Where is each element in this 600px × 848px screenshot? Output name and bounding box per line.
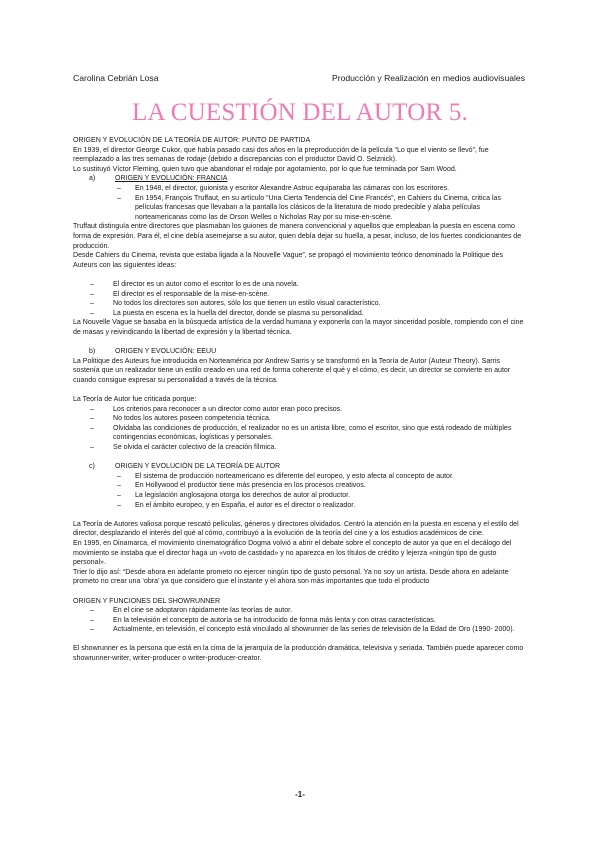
list-item: – Se olvida el carácter colectivo de la creación fílmica.: [73, 443, 528, 453]
intro-paragraph-1: En 1939, el director George Cukor, que había pasado casi dos años en la preproducción de la película “Lo que el viento se llevó”, fue reemplazado a las tres semanas de rodaje (debido a discrepancias con el productor David O. Selznick).: [73, 146, 489, 164]
list-item: – El director es el responsable de la mise-en-scène.: [73, 290, 528, 300]
intro-paragraph-2: Lo sustituyó Víctor Fleming, quien tuvo que abandonar el rodaje por agotamiento, por lo que fue terminada por Sam Wood.: [73, 165, 457, 173]
list-item: – No todos los autores poseen competencia técnica.: [73, 414, 528, 424]
section-a-label: a): [89, 175, 96, 183]
spacer: [73, 510, 528, 520]
spacer: [73, 270, 528, 280]
list-item: – La legislación anglosajona otorga los derechos de autor al productor.: [73, 491, 528, 501]
showrunner-heading: ORIGEN Y FUNCIONES DEL SHOWRUNNER: [73, 597, 221, 605]
list-item: – En 1948, el director, guionista y escritor Alexandre Astruc equiparaba las cámaras con los escritores.: [73, 184, 528, 194]
spacer: [73, 635, 528, 645]
spacer: [73, 385, 528, 395]
spacer: [73, 337, 528, 347]
section-c-paragraph-2: En 1995, en Dinamarca, el movimiento cinematográfico Dogma volvió a abrir el debate sobre el concepto de autor ya que en el decálogo del movimiento se instaba que el director haga un «voto de castidad» y no aparezca en los títulos de crédito y lejerza «ningún tipo de gusto personal».: [73, 539, 512, 567]
list-item: – El director es un autor como el escritor lo es de una novela.: [73, 280, 528, 290]
section-b-title: ORIGEN Y EVOLUCIÓN: EEUU: [115, 348, 217, 356]
list-item: – Olvidaba las condiciones de producción, el realizador no es un artista libre, como el escritor, sino que está rodeado de múltiples contingencias económicas, logísticas y personales.: [73, 424, 528, 443]
section-c-list: [73, 472, 528, 510]
list-item: – En el cine se adoptaron rápidamente las teorías de autor.: [73, 606, 528, 616]
section-a-list: [73, 184, 528, 222]
section-c-title: ORIGEN Y EVOLUCIÓN DE LA TEORÍA DE AUTOR: [115, 463, 281, 471]
section-a-title: ORIGEN Y EVOLUCIÓN: FRANCIA: [115, 175, 228, 183]
list-item: – En el ámbito europeo, y en España, el autor es el director o realizador.: [73, 501, 528, 511]
list-item: – En Hollywood el productor tiene más presencia en los procesos creativos.: [73, 481, 528, 491]
list-item: – El sistema de producción norteamericano es diferente del europeo, y esto afecta al concepto de autor.: [73, 472, 528, 482]
section-c-heading: [73, 462, 528, 472]
list-item: – En la televisión el concepto de autoría se ha introducido de forma más lenta y con otras características.: [73, 616, 528, 626]
header-course: Producción y Realización en medios audiovisuales: [332, 73, 525, 83]
document-body: [73, 136, 528, 664]
section-b-label: b): [89, 348, 96, 356]
page-title: LA CUESTIÓN DEL AUTOR 5.: [131, 99, 469, 126]
critiques-list: [73, 405, 528, 453]
politique-ideas-list: [73, 280, 528, 318]
showrunner-list: [73, 606, 528, 635]
section-a-paragraph-3: La Nouvelle Vague se basaba en la búsqueda artística de la verdad humana y exponerla con la mayor sinceridad posible, rompiendo con el cine de masas y reivindicando la libertad de expresión y la libertad técnica.: [73, 319, 524, 336]
section-a-paragraph-2: Desde Cahiers du Cinema, revista que estaba ligada a la Nouvelle Vague”, se propagó el movimiento teórico denominado la Politique des Auteurs con las siguientes ideas:: [73, 252, 503, 269]
spacer: [73, 587, 528, 597]
list-item: – En 1954, François Truffaut, en su artículo “Una Cierta Tendencia del Cine Francés”, en Cahiers du Cinema, critica las películas francesas que llevaban a la pantalla los clásicos de la literatura de modo predecible y alaba películas norteamericanas como las de Orson Welles o Nicholas Ray por su mise-en-scène.: [73, 194, 528, 223]
section-b-paragraph-2: La Teoría de Autor fue criticada porque:: [73, 396, 197, 404]
spacer: [73, 453, 528, 463]
list-item: – La puesta en escena es la huella del director, donde se plasma su personalidad.: [73, 309, 528, 319]
list-item: – Actualmente, en televisión, el concepto está vinculado al showrunner de las series de televisión de la Edad de Oro (1990- 2000).: [73, 625, 528, 635]
list-item: – Los criterios para reconocer a un director como autor eran poco precisos.: [73, 405, 528, 415]
page-number: -1-: [295, 790, 305, 799]
list-item: – No todos los directores son autores, sólo los que tienen un estilo visual característico.: [73, 299, 528, 309]
section-a-paragraph-1: Truffaut distinguía entre directores que plasmaban los guiones de manera convencional y aquellos que empleaban la puesta en escena como forma de expresión. Para él, el cine debía asemejarse a su autor, quien debía dejar su huella, a pesar, incluso, de los fuertes condicionantes de producción.: [73, 223, 522, 250]
section-c-label: c): [89, 463, 95, 471]
section-b-heading: [73, 347, 528, 357]
header-author: Carolina Cebrián Losa: [73, 73, 159, 83]
intro-heading: ORIGEN Y EVOLUCIÓN DE LA TEORÍA DE AUTOR: PUNTO DE PARTIDA: [73, 137, 311, 144]
showrunner-paragraph: El showrunner es la persona que está en la cima de la jerarquía de la producción dramática, televisiva y seriada. También puede aparecer como showrunner-writer, writer-producer o writer-producer-creator.: [73, 645, 524, 663]
section-b-paragraph-1: La Politique des Auteurs fue introducida en Norteamérica por Andrew Sarris y se transformó en la Teoría de Autor (Auteur Theory). Sarris sostenía que un realizador tiene un estilo creado en una red de forma coherente el qué y el cómo, es decir, un director se convierte en autor cuando consigue expresar su personalidad a través de la técnica.: [73, 357, 511, 384]
section-c-paragraph-1: La Teoría de Autores valiosa porque rescató películas, géneros y directores olvidados. Centró la atención en la puesta en escena y el estilo del director, desplazando el interés del qué al cómo, contribuyó a la evolución de la teoría del cine y a los estudios académicos de cine.: [73, 520, 519, 538]
section-c-paragraph-3: Trier lo dijo así: “Desde ahora en adelante prometo no ejercer ningún tipo de gusto personal. Ya no soy un artista. Desde ahora en adelante prometo no crear una ‘obra’ ya que considero que el instante y el ahora son más importantes que todo el producto: [73, 568, 509, 586]
section-a-heading: [73, 174, 528, 184]
